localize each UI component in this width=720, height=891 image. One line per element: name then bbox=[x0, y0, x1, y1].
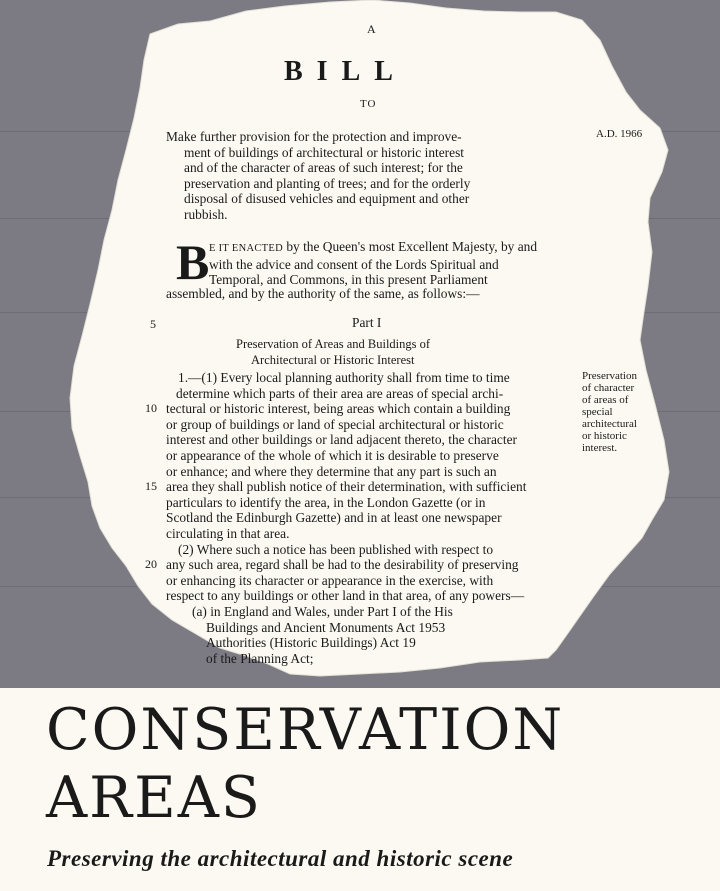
enactment-drop-cap: B bbox=[176, 234, 210, 290]
body-line: area they shall publish notice of their determination, with sufficient bbox=[166, 479, 527, 495]
margin-note-line: Preservation bbox=[582, 370, 637, 382]
body-line: or appearance of the whole of which it is desirable to preserve bbox=[166, 447, 499, 463]
body-line: respect to any buildings or other land in that area, of any powers— bbox=[166, 588, 525, 604]
body-line: interest and other buildings or land adjacent thereto, the character bbox=[166, 432, 517, 448]
margin-note-line: of character bbox=[582, 382, 635, 394]
enactment-line: Temporal, and Commons, in this present Parliament bbox=[209, 272, 488, 288]
page-subtitle: Preserving the architectural and historic scene bbox=[47, 846, 514, 871]
intro-line: rubbish. bbox=[184, 206, 228, 222]
line-number: 20 bbox=[145, 557, 157, 571]
body-line: (a) in England and Wales, under Part I of the His bbox=[192, 603, 453, 619]
enactment-clause bbox=[209, 239, 537, 288]
enactment-line: with the advice and consent of the Lords Spiritual and bbox=[209, 256, 499, 272]
line-number: 15 bbox=[145, 479, 157, 493]
page-title-line-2: AREAS bbox=[46, 765, 262, 831]
intro-line: Make further provision for the protection and improve- bbox=[166, 129, 462, 144]
bill-header-a: A bbox=[367, 22, 377, 36]
body-line: Buildings and Ancient Monuments Act 1953 bbox=[206, 619, 446, 635]
intro-line: disposal of disused vehicles and equipment and other bbox=[184, 191, 470, 207]
body-line: 1.—(1) Every local planning authority shall from time to time bbox=[178, 370, 510, 385]
margin-note-line: interest. bbox=[582, 442, 618, 454]
body-line: circulating in that area. bbox=[166, 525, 290, 541]
body-line: Authorities (Historic Buildings) Act 19 bbox=[206, 635, 416, 651]
line-number: 10 bbox=[145, 401, 157, 415]
margin-note-line: special bbox=[582, 406, 613, 418]
body-line: particulars to identify the area, in the London Gazette (or in bbox=[166, 494, 486, 510]
line-number: 5 bbox=[150, 317, 156, 331]
margin-note-line: or historic bbox=[582, 430, 627, 442]
intro-line: ment of buildings of architectural or historic interest bbox=[184, 144, 465, 160]
section-heading: Preservation of Areas and Buildings of bbox=[236, 337, 431, 351]
body-line: or enhance; and where they determine that any part is such an bbox=[166, 463, 497, 479]
body-line: determine which parts of their area are areas of special archi- bbox=[176, 385, 504, 401]
bill-intro bbox=[166, 129, 470, 223]
intro-line: and of the character of areas of such interest; for the bbox=[184, 160, 463, 176]
enactment-line: assembled, and by the authority of the same, as follows:— bbox=[166, 286, 480, 301]
bill-year: A.D. 1966 bbox=[596, 128, 643, 140]
body-line: any such area, regard shall be had to the desirability of preserving bbox=[166, 557, 519, 573]
body-line: tectural or historic interest, being areas which contain a building bbox=[166, 401, 511, 417]
body-line: or enhancing its character or appearance in the exercise, with bbox=[166, 572, 494, 588]
part-heading: Part I bbox=[352, 315, 382, 330]
body-line: Scotland the Edinburgh Gazette) and in at least one newspaper bbox=[166, 510, 502, 526]
enactment-line: by the Queen's most Excellent Majesty, by and bbox=[282, 239, 538, 254]
bill-header-title: BILL bbox=[284, 56, 407, 87]
margin-note-line: architectural bbox=[582, 418, 637, 430]
body-line: or group of buildings or land of special architectural or historic bbox=[166, 416, 504, 432]
enactment-smallcaps: E IT ENACTED bbox=[209, 243, 283, 254]
bill-header-to: TO bbox=[360, 98, 377, 110]
body-line: (2) Where such a notice has been published with respect to bbox=[178, 541, 494, 557]
section-heading: Architectural or Historic Interest bbox=[251, 353, 415, 367]
body-line: of the Planning Act; bbox=[206, 650, 314, 666]
intro-line: preservation and planting of trees; and for the orderly bbox=[184, 175, 471, 191]
bill-body bbox=[166, 370, 526, 666]
margin-note-line: of areas of bbox=[582, 394, 629, 406]
margin-note bbox=[582, 370, 637, 454]
page-title-line-1: CONSERVATION bbox=[46, 697, 565, 763]
